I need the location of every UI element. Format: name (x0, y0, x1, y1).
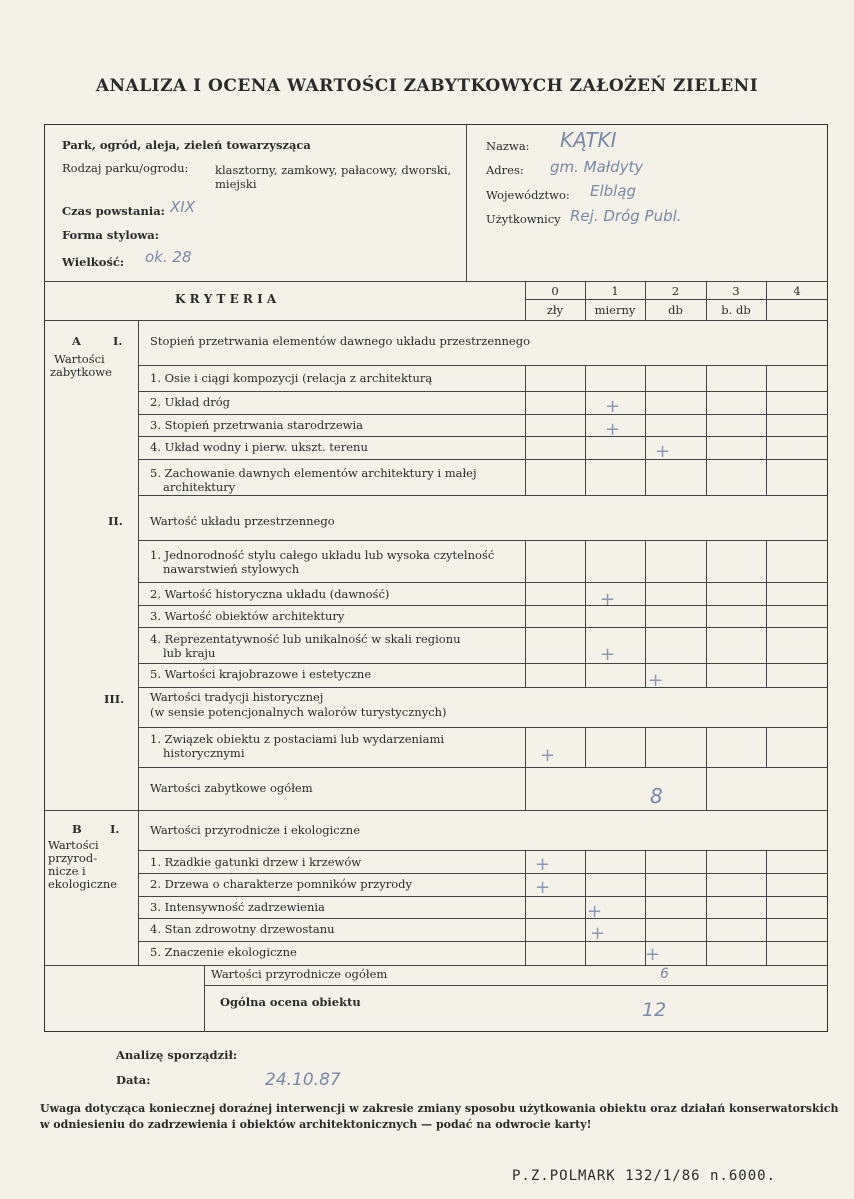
b-row-2: 2. Drzewa o charakterze pomników przyrody (150, 877, 412, 891)
criteria-header-bottom (44, 320, 828, 321)
mark-g2-r5: + (648, 670, 664, 691)
total-a-value: 8 (650, 784, 663, 808)
mark-g3-r1: + (540, 745, 556, 766)
section-b-roman: I. (110, 822, 120, 836)
grid-v1-g3 (585, 727, 586, 767)
g3-row-1-line (138, 767, 828, 768)
mark-b-r2: + (535, 877, 551, 898)
g2-row-2-line (138, 605, 828, 606)
mark-g1-r3: + (605, 419, 621, 440)
g1-row-5a: 5. Zachowanie dawnych elementów architektury i małej (150, 466, 477, 480)
section-a-name-1: Wartości (54, 352, 105, 366)
grid-v3-g1 (706, 365, 707, 495)
total-a-label: Wartości zabytkowe ogółem (150, 781, 313, 795)
g1-row-4-line (138, 459, 828, 460)
page-title: ANALIZA I OCENA WARTOŚCI ZABYTKOWYCH ZAŁOŻEŃ ZIELENI (95, 76, 759, 96)
g1-row-4: 4. Układ wodny i pierw. ukszt. terenu (150, 440, 368, 454)
total-a-value-line-right (706, 767, 707, 810)
header-divider (466, 124, 467, 281)
total-b-label: Wartości przyrodnicze ogółem (211, 967, 388, 981)
park-label: Park, ogród, aleja, zieleń towarzysząca (62, 138, 311, 152)
forma-label: Forma stylowa: (62, 228, 159, 242)
grid-v3-g3 (706, 727, 707, 767)
grid-v0-b (525, 850, 526, 965)
grid-v1-g1 (585, 365, 586, 495)
b-row-1-line (138, 873, 828, 874)
g3-title-a: Wartości tradycji historycznej (150, 690, 324, 704)
section-b-title-bottom (138, 850, 828, 851)
adres-value: gm. Małdyty (550, 158, 644, 176)
data-value: 24.10.87 (265, 1070, 341, 1090)
g2-row-1a: 1. Jednorodność stylu całego układu lub wysoka czytelność (150, 548, 495, 562)
g1-row-5b: architektury (163, 480, 236, 494)
wielkosc-label: Wielkość: (62, 255, 125, 269)
b-row-4-line (138, 941, 828, 942)
b-row-1: 1. Rzadkie gatunki drzew i krzewów (150, 855, 362, 869)
g2-row-3-line (138, 627, 828, 628)
mark-b-r5: + (645, 944, 661, 965)
czas-value: XIX (170, 198, 195, 216)
mark-g2-r4: + (600, 644, 616, 665)
g2-row-4a: 4. Reprezentatywność lub unikalność w skali regionu (150, 632, 461, 646)
rodzaj-label: Rodzaj parku/ogrodu: (62, 161, 189, 175)
b-row-3: 3. Intensywność zadrzewienia (150, 900, 325, 914)
wojewodztwo-label: Województwo: (486, 188, 570, 202)
g3-title-bottom (138, 727, 828, 728)
criteria-header-mid (525, 299, 828, 300)
data-label: Data: (116, 1073, 151, 1087)
g1-row-1-line (138, 391, 828, 392)
g1-row-2: 2. Układ dróg (150, 395, 231, 409)
mark-b-r3: + (587, 901, 603, 922)
grid-v1-g2 (585, 540, 586, 687)
g2-row-4b: lub kraju (163, 646, 216, 660)
rodzaj-options-2: miejski (215, 177, 257, 191)
g1-row-3: 3. Stopień przetrwania starodrzewia (150, 418, 363, 432)
col-num-0: 0 (551, 284, 559, 298)
grid-v2-g3 (645, 727, 646, 767)
uzytkownicy-value: Rej. Dróg Publ. (570, 207, 682, 225)
grid-v4-g3 (766, 727, 767, 767)
note-line-1: Uwaga dotycząca koniecznej doraźnej interwencji w zakresie zmiany sposobu użytkowania obiektu oraz działań konserwatorskich (40, 1102, 839, 1115)
section-a-name-2: zabytkowe (50, 365, 112, 379)
total-a-value-line (525, 767, 526, 810)
mark-g1-r4: + (655, 441, 671, 462)
grid-v2-g1 (645, 365, 646, 495)
criteria-title: K R Y T E R I A (175, 292, 277, 306)
grid-v0-g1 (525, 365, 526, 495)
col-num-1: 1 (611, 284, 619, 298)
category-column-line (138, 320, 139, 965)
section-a-roman-1: I. (113, 334, 123, 348)
nazwa-label: Nazwa: (486, 139, 530, 153)
nazwa-value: KĄTKI (560, 128, 617, 152)
g1-title-bottom (138, 365, 828, 366)
overall-label: Ogólna ocena obiektu (220, 995, 361, 1009)
g1-row-3-line (138, 436, 828, 437)
g2-row-1b: nawarstwień stylowych (163, 562, 300, 576)
col-num-3: 3 (732, 284, 740, 298)
overall-value: 12 (642, 999, 667, 1021)
grid-v3-b (706, 850, 707, 965)
grid-v1-b (585, 850, 586, 965)
g2-row-1-line (138, 582, 828, 583)
col-num-4: 4 (793, 284, 801, 298)
uzytkownicy-label: Użytkownicy (486, 212, 561, 226)
b-row-5: 5. Znaczenie ekologiczne (150, 945, 297, 959)
mark-g1-r2: + (605, 396, 621, 417)
grid-v0-g3 (525, 727, 526, 767)
mark-b-r4: + (590, 923, 606, 944)
b-row-4: 4. Stan zdrowotny drzewostanu (150, 922, 335, 936)
grid-v3-g2 (706, 540, 707, 687)
print-code: P.Z.POLMARK 132/1/86 n.6000. (512, 1168, 777, 1184)
header-bottom-line (44, 281, 828, 282)
col-label-0: zły (546, 303, 564, 317)
g1-row-2-line (138, 414, 828, 415)
wielkosc-value: ok. 28 (145, 248, 192, 266)
rodzaj-options-1: klasztorny, zamkowy, pałacowy, dworski, (215, 163, 452, 177)
g3-title-b: (w sensie potencjonalnych walorów turystycznych) (150, 705, 447, 719)
adres-label: Adres: (486, 163, 524, 177)
g3-row-1a: 1. Związek obiektu z postaciami lub wydarzeniami (150, 732, 445, 746)
section-a-roman-3: III. (104, 692, 125, 706)
section-b-letter: B (72, 822, 82, 836)
grid-v4-g1 (766, 365, 767, 495)
b-row-3-line (138, 918, 828, 919)
total-b-value: 6 (660, 966, 669, 982)
g1-row-5-line (138, 495, 828, 496)
grid-v4-g2 (766, 540, 767, 687)
mark-b-r1: + (535, 854, 551, 875)
g3-row-1b: historycznymi (163, 746, 245, 760)
totals-left-line (204, 965, 205, 1032)
grid-v0-g2 (525, 540, 526, 687)
col-num-2: 2 (671, 284, 680, 298)
section-a-letter: A (72, 334, 81, 348)
grid-v4-b (766, 850, 767, 965)
note-line-2: w odniesieniu do zadrzewienia i obiektów architektonicznych — podać na odwrocie karty! (40, 1118, 592, 1131)
section-b-name-2: przyrod- (48, 851, 98, 865)
g2-row-3: 3. Wartość obiektów architektury (150, 609, 345, 623)
g1-row-1: 1. Osie i ciągi kompozycji (relacja z architekturą (150, 371, 433, 385)
g1-title: Stopień przetrwania elementów dawnego układu przestrzennego (150, 334, 531, 348)
g2-row-5-line (138, 687, 828, 688)
section-a-b-divider (44, 810, 828, 811)
mark-g2-r2: + (600, 589, 616, 610)
section-b-name-4: ekologiczne (48, 877, 118, 891)
col-label-2: db (668, 303, 683, 317)
section-b-name-3: nicze i (48, 864, 86, 878)
b-row-5-line (44, 965, 828, 966)
grid-v2-g2 (645, 540, 646, 687)
wojewodztwo-value: Elbląg (590, 182, 637, 200)
g2-row-4-line (138, 663, 828, 664)
czas-label: Czas powstania: (62, 204, 165, 218)
total-b-line (204, 985, 828, 986)
section-b-title: Wartości przyrodnicze i ekologiczne (150, 823, 361, 837)
g2-title-bottom (138, 540, 828, 541)
analize-label: Analizę sporządził: (116, 1048, 238, 1062)
section-a-roman-2: II. (108, 514, 123, 528)
col-label-1: mierny (594, 303, 636, 317)
section-b-name-1: Wartości (48, 838, 99, 852)
b-row-2-line (138, 896, 828, 897)
g2-row-5: 5. Wartości krajobrazowe i estetyczne (150, 667, 372, 681)
col-label-3: b. db (721, 303, 751, 317)
g2-row-2: 2. Wartość historyczna układu (dawność) (150, 587, 390, 601)
g2-title: Wartość układu przestrzennego (150, 514, 335, 528)
